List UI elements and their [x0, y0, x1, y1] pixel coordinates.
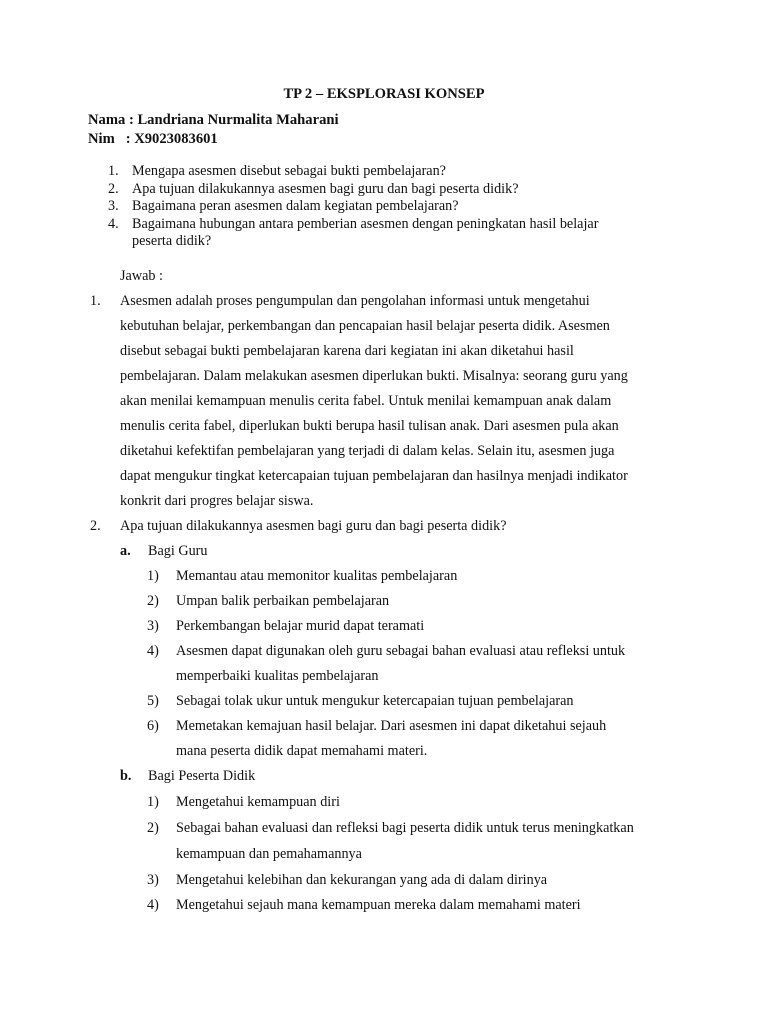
item-text: Memantau atau memonitor kualitas pembelajaran [176, 568, 458, 584]
item-text: Sebagai bahan evaluasi dan refleksi bagi peserta didik untuk terus meningkatkan [176, 820, 634, 836]
answer-line: diketahui kefektifan pembelajaran yang terjadi di dalam kelas. Selain itu, asesmen juga [120, 443, 615, 459]
item-number: 6) [147, 718, 159, 734]
answer-line: Apa tujuan dilakukannya asesmen bagi guru dan bagi peserta didik? [120, 518, 507, 534]
item-text: Mengetahui kelebihan dan kekurangan yang ada di dalam dirinya [176, 872, 548, 888]
question-text: Bagaimana peran asesmen dalam kegiatan pembelajaran? [132, 198, 459, 214]
item-text: Umpan balik perbaikan pembelajaran [176, 593, 390, 609]
answer-line: menulis cerita fabel, diperlukan bukti berupa hasil tulisan anak. Dari asesmen pula akan [120, 418, 619, 434]
section-heading: Bagi Peserta Didik [148, 768, 256, 784]
section-letter: a. [120, 543, 131, 559]
item-text: Mengetahui sejauh mana kemampuan mereka dalam memahami materi [176, 897, 581, 913]
question-text: Mengapa asesmen disebut sebagai bukti pembelajaran? [132, 163, 446, 179]
question-list [108, 163, 708, 251]
item-number: 2) [147, 820, 159, 836]
answer-number: 2. [90, 518, 101, 534]
item-text: kemampuan dan pemahamannya [176, 846, 362, 862]
item-number: 3) [147, 618, 159, 634]
item-number: 5) [147, 693, 159, 709]
question-text: Bagaimana hubungan antara pemberian asesmen dengan peningkatan hasil belajar [132, 215, 599, 232]
answer-line: kebutuhan belajar, perkembangan dan pencapaian hasil belajar peserta didik. Asesmen [120, 318, 610, 334]
question-text: Apa tujuan dilakukannya asesmen bagi guru dan bagi peserta didik? [132, 180, 519, 197]
item-number: 1) [147, 568, 159, 584]
student-nim: Nim : X9023083601 [88, 131, 218, 147]
item-text: Perkembangan belajar murid dapat teramati [176, 618, 425, 634]
question-item [108, 198, 708, 216]
answer-heading: Jawab : [120, 268, 163, 284]
item-text: Memetakan kemajuan hasil belajar. Dari asesmen ini dapat diketahui sejauh [176, 718, 607, 734]
document-title: TP 2 – EKSPLORASI KONSEP [283, 86, 485, 102]
item-number: 2) [147, 593, 159, 609]
item-text: mana peserta didik dapat memahami materi. [176, 743, 428, 759]
item-text: memperbaiki kualitas pembelajaran [176, 668, 379, 684]
answer-line: Asesmen adalah proses pengumpulan dan pengolahan informasi untuk mengetahui [120, 293, 590, 309]
item-number: 1) [147, 794, 159, 810]
question-item [108, 216, 708, 251]
answer-line: dapat mengukur tingkat ketercapaian tujuan pembelajaran dan hasilnya menjadi indikator [120, 468, 628, 484]
question-number: 4. [108, 215, 119, 232]
answer-line: konkrit dari progres belajar siswa. [120, 493, 314, 509]
item-text: Sebagai tolak ukur untuk mengukur ketercapaian tujuan pembelajaran [176, 693, 574, 709]
question-item [108, 163, 708, 181]
student-name: Nama : Landriana Nurmalita Maharani [88, 112, 339, 128]
section-letter: b. [120, 768, 132, 784]
item-number: 4) [147, 897, 159, 913]
item-number: 4) [147, 643, 159, 659]
question-number: 3. [108, 198, 119, 214]
item-number: 3) [147, 872, 159, 888]
question-text: peserta didik? [132, 233, 212, 249]
answer-line: pembelajaran. Dalam melakukan asesmen diperlukan bukti. Misalnya: seorang guru yang [120, 368, 628, 384]
answer-line: akan menilai kemampuan menulis cerita fabel. Untuk menilai kemampuan anak dalam [120, 393, 612, 409]
item-text: Mengetahui kemampuan diri [176, 794, 340, 810]
question-number: 1. [108, 163, 119, 179]
section-heading: Bagi Guru [148, 543, 208, 559]
answer-number: 1. [90, 293, 101, 309]
answer-line: disebut sebagai bukti pembelajaran karena dari kegiatan ini akan diketahui hasil [120, 343, 574, 359]
item-text: Asesmen dapat digunakan oleh guru sebagai bahan evaluasi atau refleksi untuk [176, 643, 626, 659]
question-item [108, 181, 708, 199]
question-number: 2. [108, 180, 119, 197]
